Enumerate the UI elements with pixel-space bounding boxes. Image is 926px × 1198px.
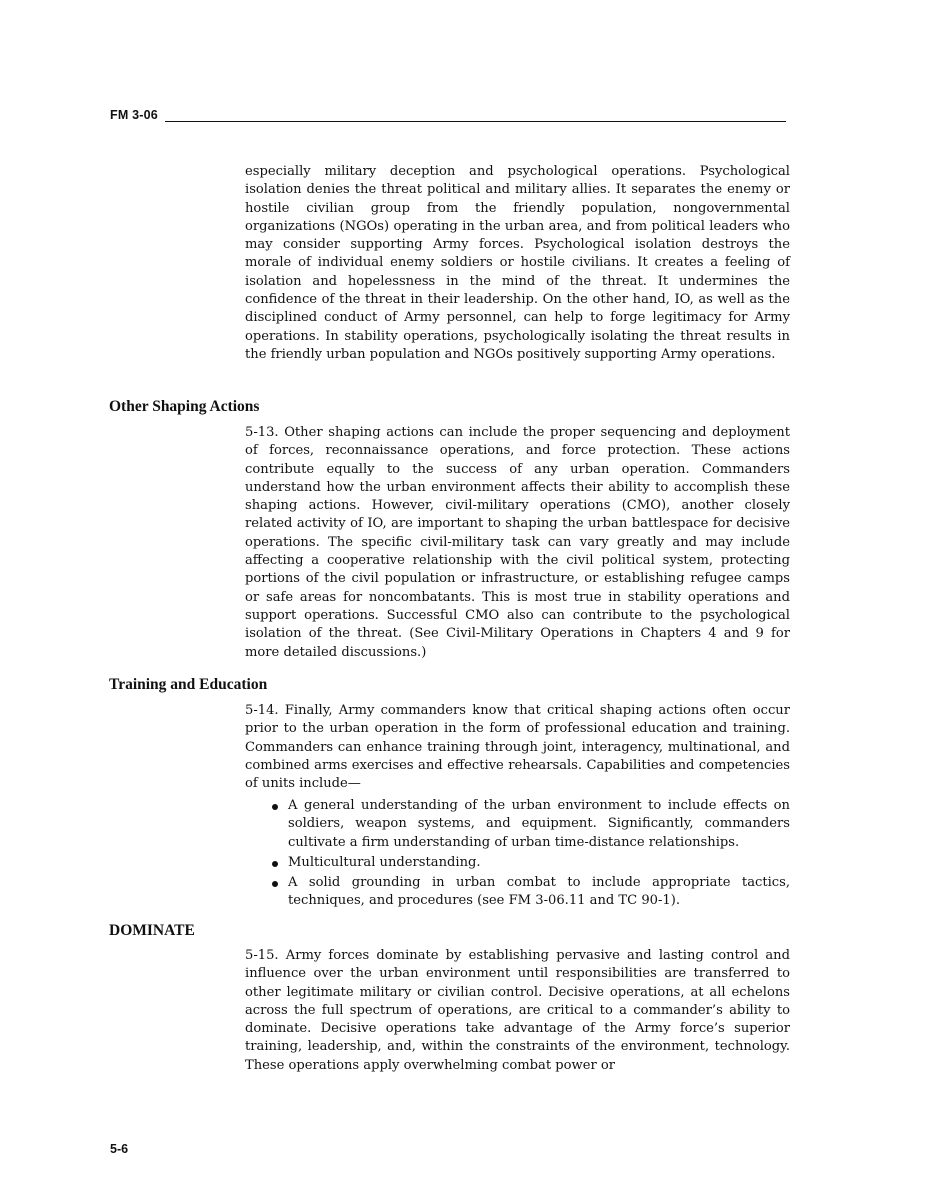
page-number: 5-6	[110, 1142, 129, 1156]
intro-paragraph: especially military deception and psychological operations. Psychological isolation denies the threat political and military allies. It separates the enemy or hostile civilian group from the friendly population, nongovernmental organizations (NGOs) operating in the urban area, and from political leaders who may consider supporting Army forces. Psychological isolation destroys the morale of individual enemy soldiers or hostile civilians. It creates a feeling of isolation and hopelessness in the mind of the threat. It undermines the confidence of the threat in their leadership. On the other hand, IO, as well as the disciplined conduct of Army personnel, can help to forge legitimacy for Army operations. In stability operations, psychologically isolating the threat results in the friendly urban population and NGOs positively supporting Army operations.	[245, 164, 790, 362]
list-item	[245, 854, 790, 872]
bullet-icon	[272, 881, 278, 887]
list-item-text: A solid grounding in urban combat to include appropriate tactics, techniques, and procedures (see FM 3-06.11 and TC 90-1).	[288, 875, 790, 909]
paragraph-5-15: 5-15. Army forces dominate by establishing pervasive and lasting control and influence over the urban environment until responsibilities are transferred to other legitimate military or civilian control. Decisive operations, at all echelons across the full spectrum of operations, are critical to a commander’s ability to dominate. Decisive operations take advantage of the Army force’s superior training, leadership, and, within the constraints of the environment, technology. These operations apply overwhelming combat power or	[245, 948, 790, 1073]
capabilities-list	[245, 797, 790, 913]
list-item	[245, 874, 790, 911]
paragraph-5-14: 5-14. Finally, Army commanders know that critical shaping actions often occur prior to the urban operation in the form of professional education and training. Commanders can enhance training through joint, interagency, multinational, and combined arms exercises and effective rehearsals. Capabilities and competencies of units include—	[245, 703, 790, 792]
list-item	[245, 797, 790, 852]
bullet-icon	[272, 861, 278, 867]
running-header	[110, 108, 786, 126]
paragraph-5-13: 5-13. Other shaping actions can include the proper sequencing and deployment of forces, reconnaissance operations, and force protection. These actions contribute equally to the success of any urban operation. Commanders understand how the urban environment affects their ability to accomplish these shaping actions. However, civil-military operations (CMO), another closely related activity of IO, are important to shaping the urban battlespace for decisive operations. The specific civil-military task can vary greatly and may include affecting a cooperative relationship with the civil political system, protecting portions of the civil population or infrastructure, or establishing refugee camps or safe areas for noncombatants. This is most true in stability operations and support operations. Successful CMO also can contribute to the psychological isolation of the threat. (See Civil-Military Operations in Chapters 4 and 9 for more detailed discussions.)	[245, 425, 790, 660]
heading-training-and-education: Training and Education	[109, 676, 268, 693]
list-item-text: Multicultural understanding.	[288, 854, 481, 870]
manual-id: FM 3-06	[110, 108, 158, 122]
header-rule	[165, 121, 786, 122]
list-item-text: A general understanding of the urban environment to include effects on soldiers, weapon systems, and equipment. Significantly, commanders cultivate a firm understanding of urban time-distance relationships.	[288, 798, 790, 850]
heading-other-shaping-actions: Other Shaping Actions	[109, 398, 260, 415]
heading-dominate: DOMINATE	[109, 922, 195, 939]
bullet-icon	[272, 804, 278, 810]
